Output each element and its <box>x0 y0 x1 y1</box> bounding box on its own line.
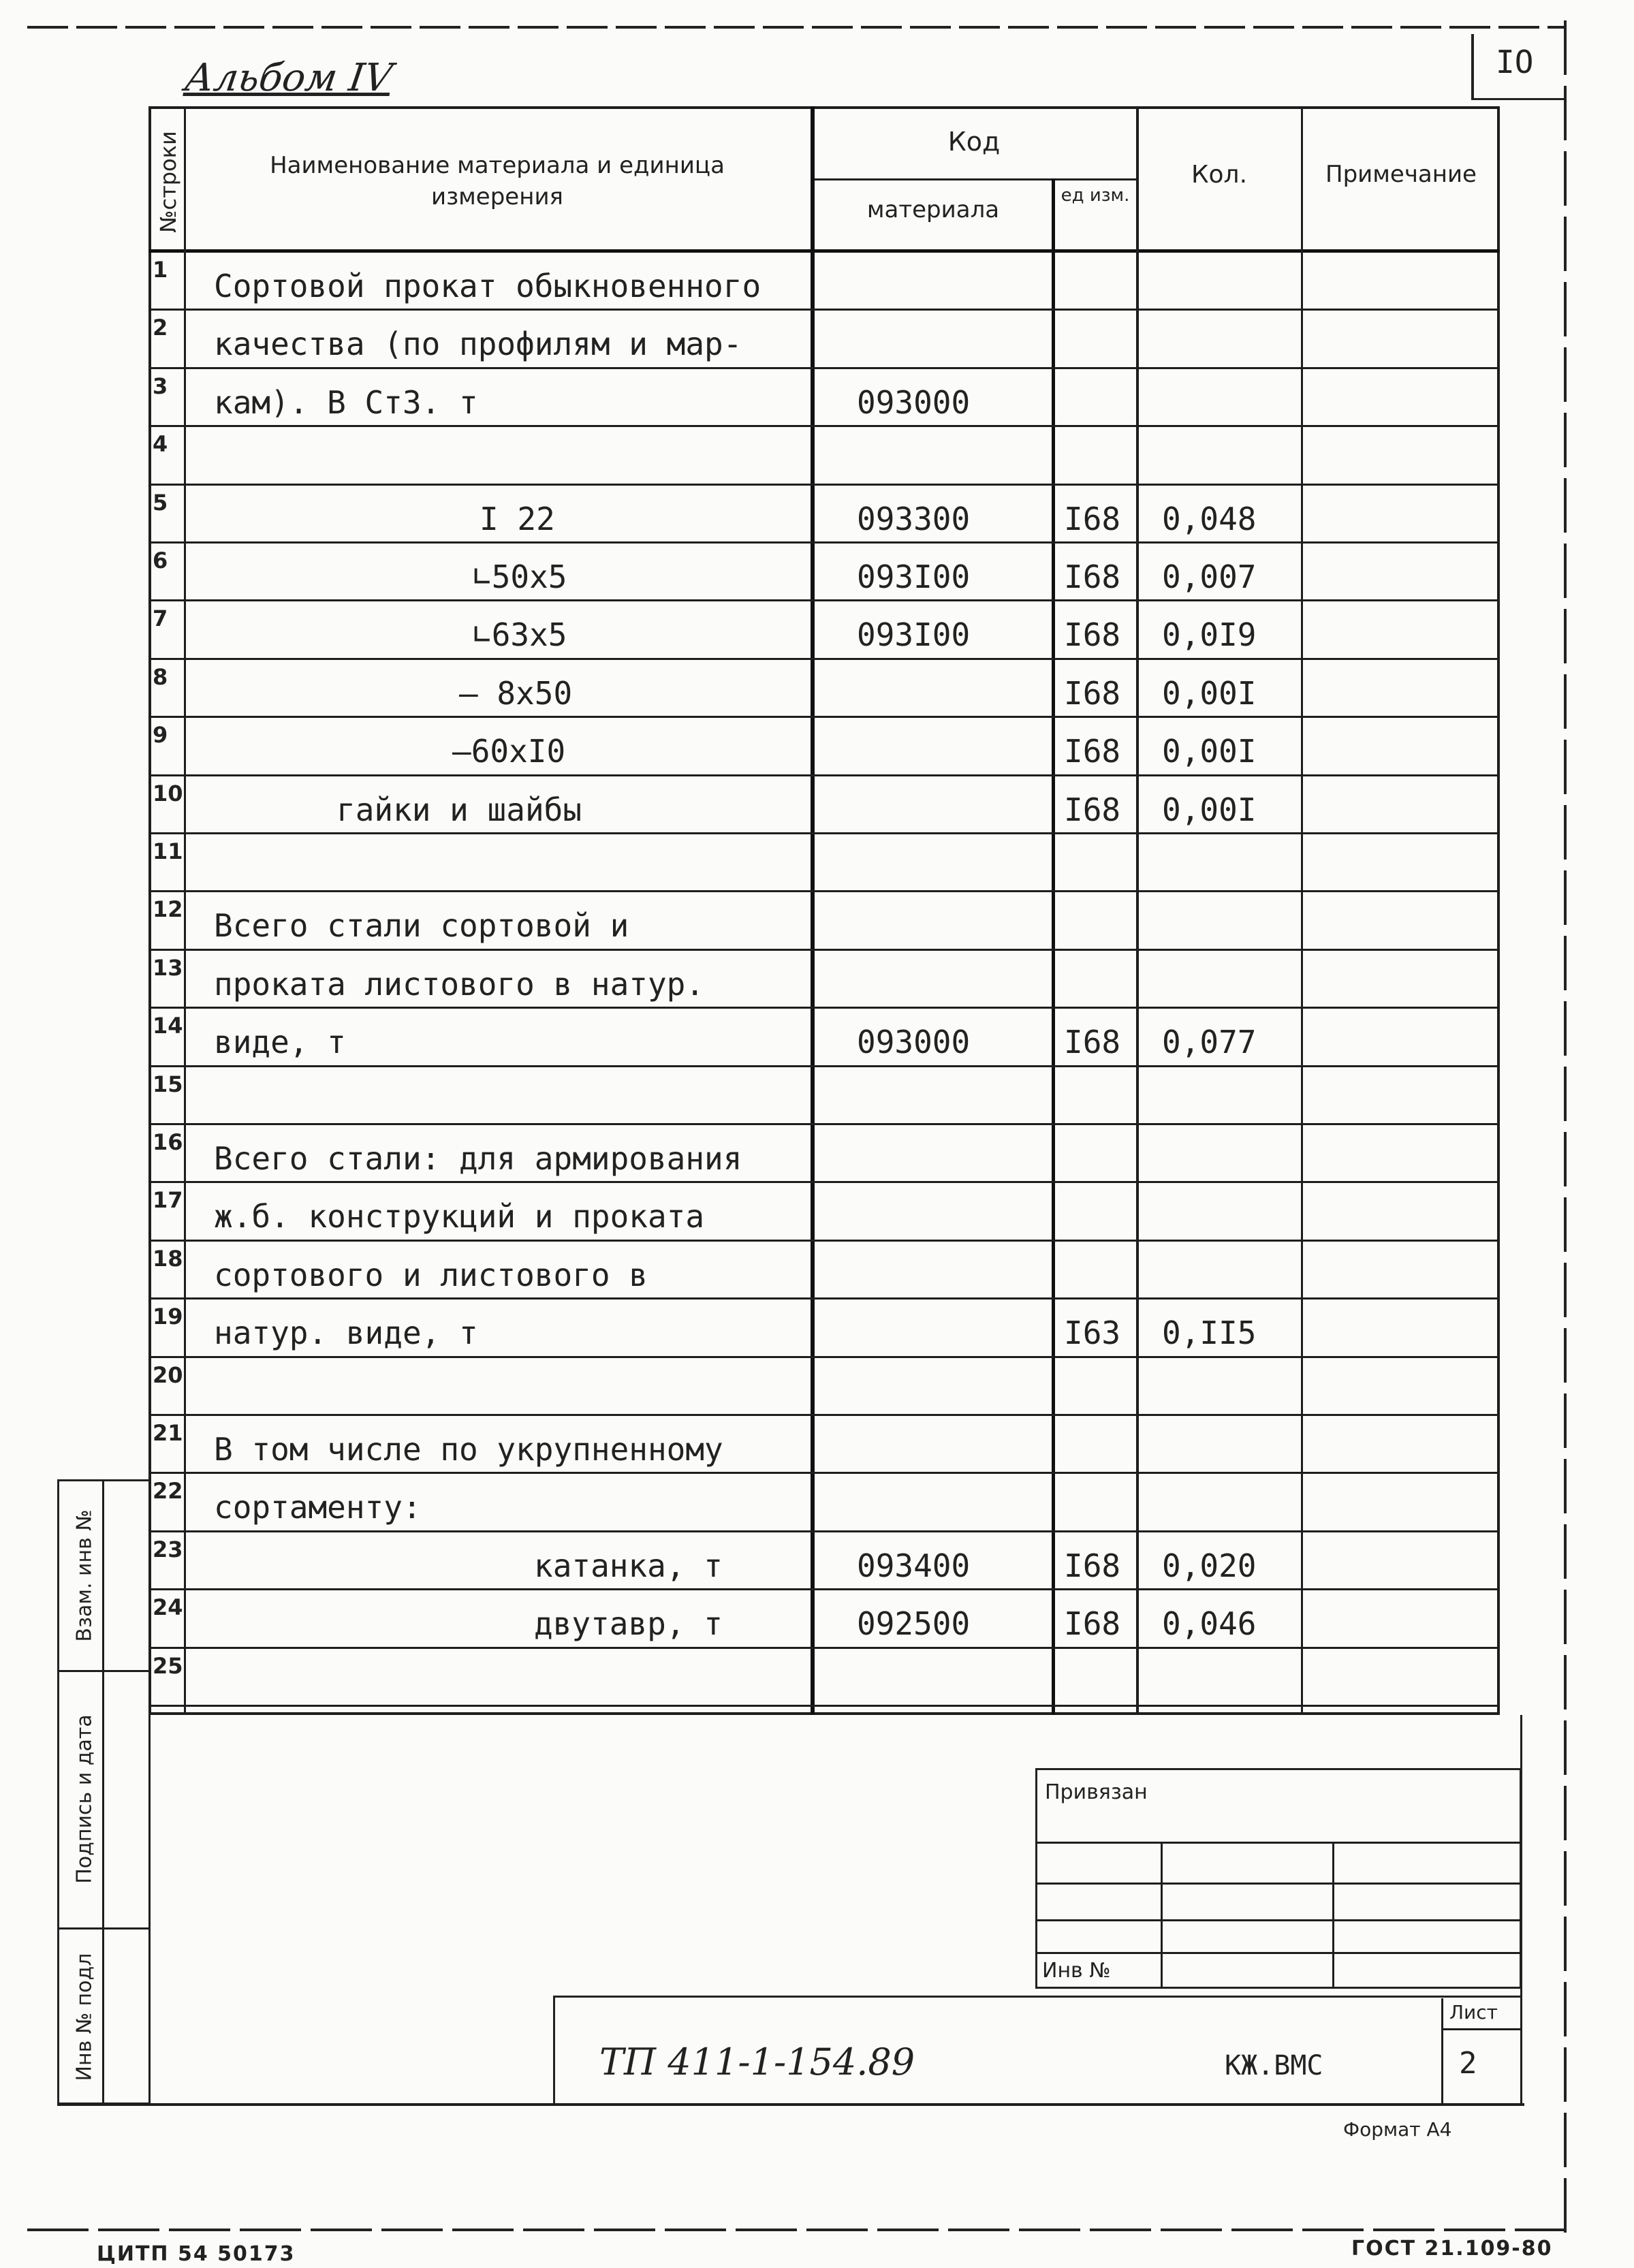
row-number: 4 <box>153 431 168 458</box>
header-qty: Кол. <box>1191 161 1248 189</box>
title-list-hline <box>1441 2028 1522 2030</box>
table-row <box>148 427 1500 485</box>
header-note: Примечание <box>1325 161 1477 188</box>
doc-section: КЖ.ВМС <box>1225 2050 1323 2081</box>
table-row <box>148 1009 1500 1067</box>
row-name: проката листового в натур. <box>214 965 705 1003</box>
list-label: Лист <box>1449 2001 1498 2023</box>
row-name: катанка, т <box>534 1547 723 1584</box>
table-row <box>148 834 1500 892</box>
table-row <box>148 601 1500 659</box>
row-quantity: 0,00I <box>1162 733 1257 770</box>
row-number: 5 <box>153 489 168 516</box>
row-number: 1 <box>153 257 168 283</box>
row-unit-code: I68 <box>1064 791 1121 828</box>
row-number: 17 <box>153 1187 183 1214</box>
row-unit-code: I68 <box>1064 500 1121 537</box>
code-split-line <box>812 178 1137 180</box>
table-row <box>148 776 1500 834</box>
row-quantity: 0,020 <box>1162 1547 1257 1584</box>
row-name: Сортовой прокат обыкновенного <box>214 268 761 304</box>
header-code: Код <box>947 127 1001 157</box>
row-unit-code: I68 <box>1064 1024 1121 1061</box>
row-number: 15 <box>153 1071 183 1097</box>
header-row-no: №строки <box>155 131 181 233</box>
row-unit-code: I68 <box>1064 733 1121 770</box>
row-number: 13 <box>153 954 183 981</box>
row-name: сортаменту: <box>214 1489 422 1526</box>
row-number: 21 <box>153 1420 183 1446</box>
table-row <box>148 253 1500 311</box>
row-name: качества (по профилям и мар- <box>214 326 742 363</box>
side-label-inv-podl: Инв № подл <box>72 1953 97 2081</box>
row-number: 10 <box>153 780 183 806</box>
row-quantity: 0,046 <box>1162 1605 1257 1643</box>
row-quantity: 0,007 <box>1162 558 1257 595</box>
row-name: ∟50x5 <box>473 558 567 595</box>
row-number: 8 <box>153 663 168 690</box>
row-number: 22 <box>153 1478 183 1505</box>
table-row <box>148 311 1500 368</box>
table-row <box>148 1067 1500 1125</box>
row-material-code: 093I00 <box>857 616 971 654</box>
table-row <box>148 1649 1500 1707</box>
privyazan-line-4 <box>1035 1952 1522 1954</box>
row-quantity: 0,077 <box>1162 1024 1257 1061</box>
privyazan-vline-2 <box>1332 1842 1334 1989</box>
sheet-number: 2 <box>1459 2046 1477 2081</box>
row-number: 11 <box>153 838 183 864</box>
row-unit-code: I68 <box>1064 616 1121 654</box>
row-material-code: 092500 <box>857 1605 971 1643</box>
privyazan-line-1 <box>1035 1842 1522 1844</box>
table-row <box>148 486 1500 544</box>
table-row <box>148 1183 1500 1241</box>
table-row <box>148 660 1500 718</box>
table-row <box>148 369 1500 427</box>
row-name: виде, т <box>214 1024 346 1061</box>
header-code-unit: ед изм. <box>1060 185 1130 206</box>
footer-right: ГОСТ 21.109-80 <box>1351 2237 1553 2261</box>
row-name: Всего стали: для армирования <box>214 1140 742 1177</box>
privyazan-line-3 <box>1035 1919 1522 1921</box>
row-number: 25 <box>153 1652 183 1679</box>
row-name: Всего стали сортовой и <box>214 907 629 945</box>
row-number: 18 <box>153 1245 183 1272</box>
title-list-vline <box>1441 1998 1443 2105</box>
table-row <box>148 718 1500 776</box>
row-unit-code: I68 <box>1064 1547 1121 1584</box>
header-code-material: материала <box>866 196 1000 223</box>
row-name: – 8x50 <box>459 674 573 712</box>
table-row <box>148 1358 1500 1416</box>
table-row <box>148 544 1500 601</box>
row-number: 14 <box>153 1013 183 1039</box>
row-unit-code: I68 <box>1064 674 1121 712</box>
row-name: ∟63x5 <box>473 616 567 654</box>
row-unit-code: I68 <box>1064 1605 1121 1643</box>
row-name: кам). В Ст3. т <box>214 383 478 421</box>
table-row <box>148 1590 1500 1648</box>
table-row <box>148 951 1500 1009</box>
row-name: ж.б. конструкций и проката <box>214 1198 705 1235</box>
row-unit-code: I68 <box>1064 558 1121 595</box>
header-name: Наименование материала и единица измерения <box>270 152 725 210</box>
format-label: Формат А4 <box>1343 2118 1452 2141</box>
side-label-podpis: Подпись и дата <box>72 1714 97 1884</box>
page-top-border <box>27 26 1567 29</box>
side-strip-inner-line <box>102 1479 104 2105</box>
row-material-code: 093000 <box>857 383 971 421</box>
row-number: 6 <box>153 548 168 573</box>
row-material-code: 093I00 <box>857 558 971 595</box>
row-number: 20 <box>153 1361 183 1388</box>
doc-code: ТП 411-1-154.89 <box>599 2041 915 2083</box>
table-row <box>148 1532 1500 1590</box>
inv-no-label: Инв № <box>1042 1959 1111 1983</box>
row-material-code: 093000 <box>857 1024 971 1061</box>
row-number: 16 <box>153 1129 183 1155</box>
table-row <box>148 1125 1500 1183</box>
row-divider <box>148 1705 1500 1707</box>
side-label-vzam: Взам. инв № <box>72 1509 97 1642</box>
row-name: двутавр, т <box>534 1605 723 1643</box>
row-quantity: 0,II5 <box>1162 1314 1257 1352</box>
privyazan-label: Привязан <box>1045 1780 1148 1804</box>
row-quantity: 0,00I <box>1162 791 1257 828</box>
row-quantity: 0,048 <box>1162 500 1257 537</box>
privyazan-line-2 <box>1035 1883 1522 1885</box>
row-name: сортового и листового в <box>214 1256 648 1293</box>
table-row <box>148 1242 1500 1300</box>
table-row <box>148 892 1500 950</box>
page-right-border <box>1564 20 1567 2234</box>
row-name: В том числе по укрупненному <box>214 1431 723 1468</box>
row-number: 24 <box>153 1594 183 1621</box>
row-number: 2 <box>153 315 168 341</box>
table-row <box>148 1416 1500 1474</box>
row-material-code: 093400 <box>857 1547 971 1584</box>
row-number: 19 <box>153 1304 183 1330</box>
row-name: гайки и шайбы <box>336 791 582 828</box>
frame-left-line <box>148 1715 151 2105</box>
row-number: 12 <box>153 896 183 923</box>
row-name: натур. виде, т <box>214 1314 478 1352</box>
page-bottom-border <box>27 2228 1565 2231</box>
row-name: I 22 <box>480 500 555 537</box>
row-number: 7 <box>153 605 168 632</box>
row-unit-code: I63 <box>1064 1314 1121 1352</box>
album-label: Альбом IV <box>182 56 395 100</box>
sheet-corner-number: IO <box>1496 44 1534 80</box>
row-quantity: 0,0I9 <box>1162 616 1257 654</box>
table-row <box>148 1300 1500 1357</box>
privyazan-vline-1 <box>1161 1842 1163 1989</box>
footer-left: ЦИТП 54 50173 <box>97 2242 296 2266</box>
row-quantity: 0,00I <box>1162 674 1257 712</box>
table-row <box>148 1474 1500 1532</box>
row-number: 9 <box>153 722 168 749</box>
row-number: 23 <box>153 1536 183 1562</box>
row-material-code: 093300 <box>857 500 971 537</box>
row-name: –60xI0 <box>452 733 566 770</box>
row-number: 3 <box>153 373 168 399</box>
